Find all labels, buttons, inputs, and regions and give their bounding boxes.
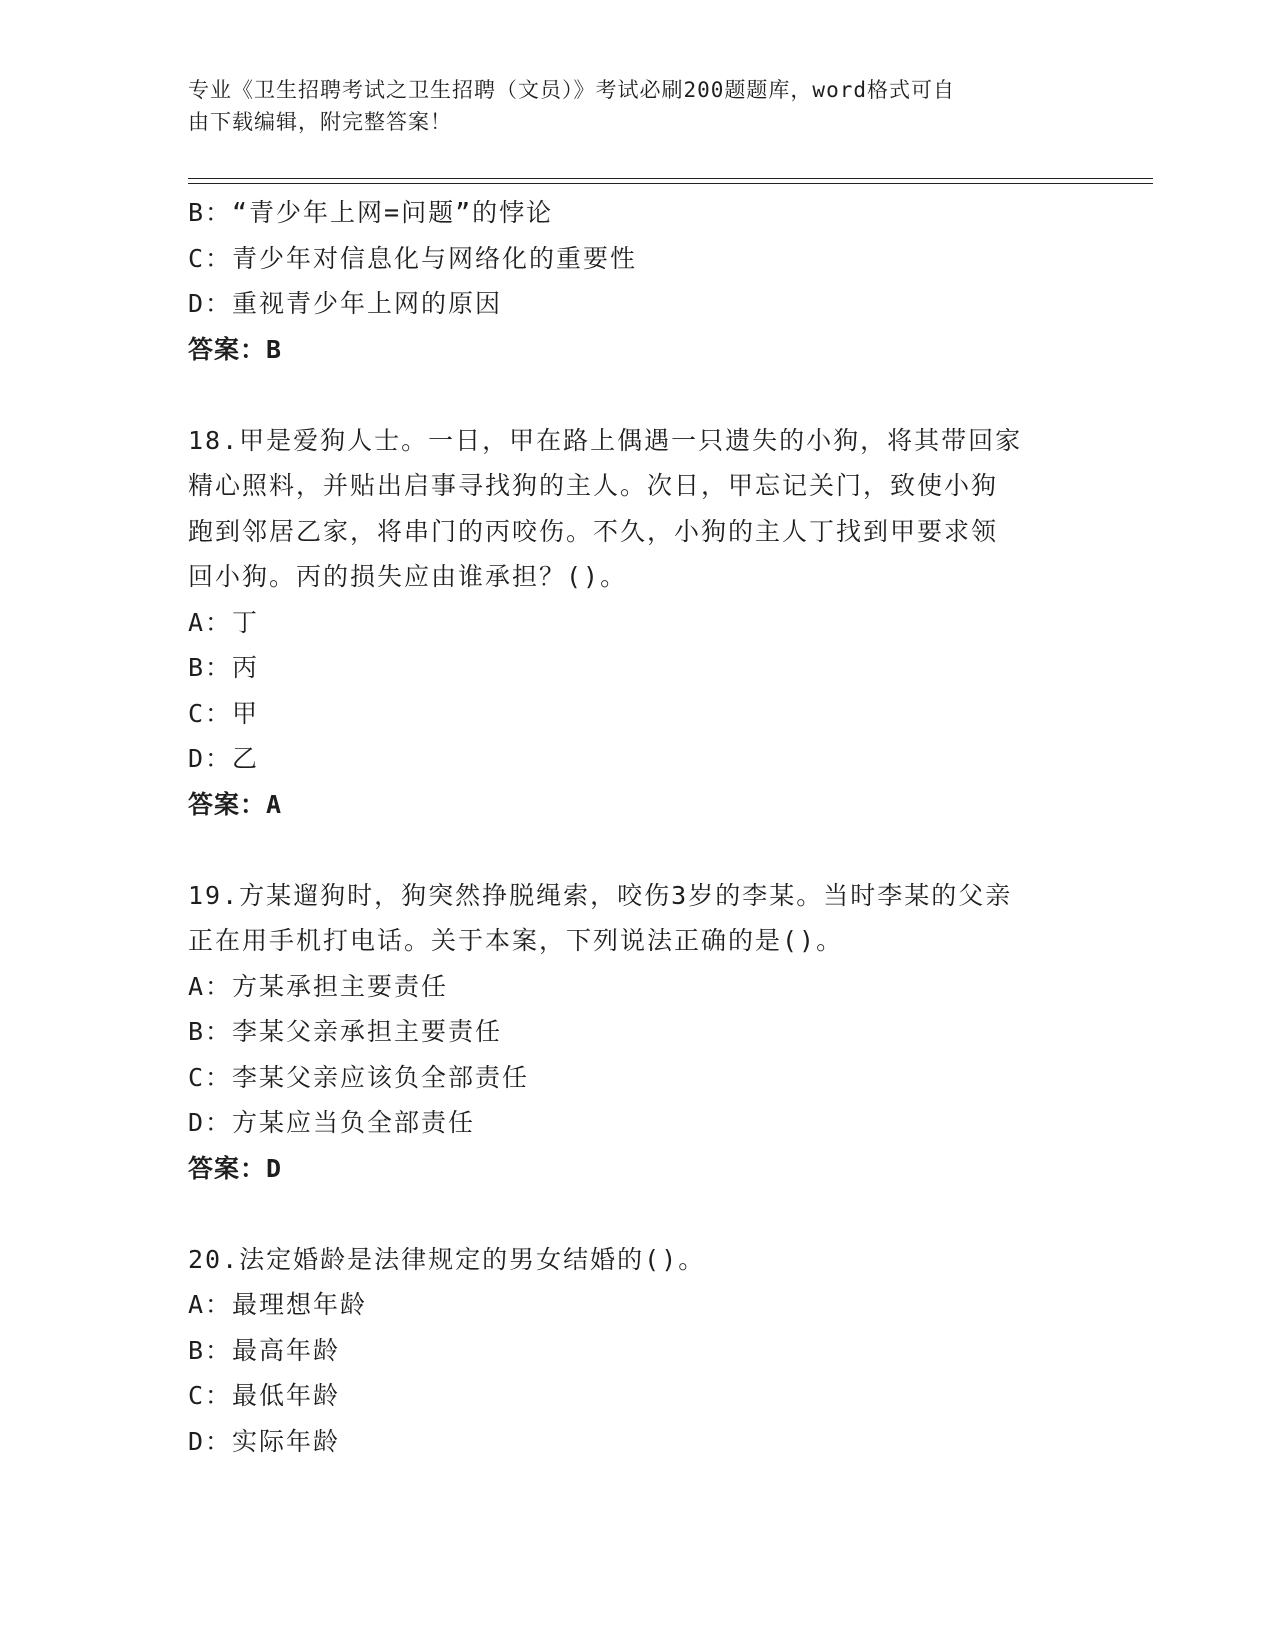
option-a: A：最理想年龄 xyxy=(188,1290,368,1319)
question-18 xyxy=(188,418,1088,828)
document-header xyxy=(188,74,1068,138)
option-b: B：丙 xyxy=(188,653,260,682)
question-stem-line: 回小狗。丙的损失应由谁承担？()。 xyxy=(188,562,628,591)
question-17-tail xyxy=(188,190,1088,372)
answer-label: 答案：D xyxy=(188,1153,283,1183)
option-c: C：甲 xyxy=(188,698,260,728)
option-c: C：青少年对信息化与网络化的重要性 xyxy=(188,243,638,273)
answer-label: 答案：A xyxy=(188,789,283,819)
option-a: A：方某承担主要责任 xyxy=(188,971,449,1001)
question-19 xyxy=(188,873,1088,1192)
question-stem-line: 18.甲是爱狗人士。一日，甲在路上偶遇一只遗失的小狗，将其带回家 xyxy=(188,425,1023,455)
question-stem-line: 正在用手机打电话。关于本案，下列说法正确的是()。 xyxy=(188,926,844,955)
option-c: C：李某父亲应该负全部责任 xyxy=(188,1062,530,1092)
option-d: D：乙 xyxy=(188,744,260,773)
header-line-1: 专业《卫生招聘考试之卫生招聘（文员）》考试必刷200题题库，word格式可自 xyxy=(188,78,955,102)
option-c: C：最低年龄 xyxy=(188,1381,341,1410)
option-a: A：丁 xyxy=(188,607,260,637)
option-d: D：实际年龄 xyxy=(188,1426,341,1456)
spacer xyxy=(188,1191,1088,1237)
answer-label: 答案：B xyxy=(188,334,283,364)
spacer xyxy=(188,827,1088,873)
question-stem-line: 19.方某遛狗时，狗突然挣脱绳索，咬伤3岁的李某。当时李某的父亲 xyxy=(188,880,1013,910)
header-rule-bottom xyxy=(188,183,1153,184)
spacer xyxy=(188,372,1088,418)
option-b: B：最高年龄 xyxy=(188,1335,341,1365)
question-content xyxy=(188,190,1088,1464)
option-d: D：重视青少年上网的原因 xyxy=(188,289,503,318)
question-stem-line: 20.法定婚龄是法律规定的男女结婚的()。 xyxy=(188,1244,706,1274)
header-rule-top xyxy=(188,178,1153,179)
question-stem-line: 跑到邻居乙家，将串门的丙咬伤。不久，小狗的主人丁找到甲要求领 xyxy=(188,516,999,546)
option-b: B：“青少年上网=问题”的悖论 xyxy=(188,198,554,227)
header-line-2: 由下载编辑，附完整答案！ xyxy=(188,110,452,134)
question-20 xyxy=(188,1237,1088,1465)
question-stem-line: 精心照料，并贴出启事寻找狗的主人。次日，甲忘记关门，致使小狗 xyxy=(188,471,999,500)
option-b: B：李某父亲承担主要责任 xyxy=(188,1017,503,1046)
option-d: D：方某应当负全部责任 xyxy=(188,1108,476,1137)
